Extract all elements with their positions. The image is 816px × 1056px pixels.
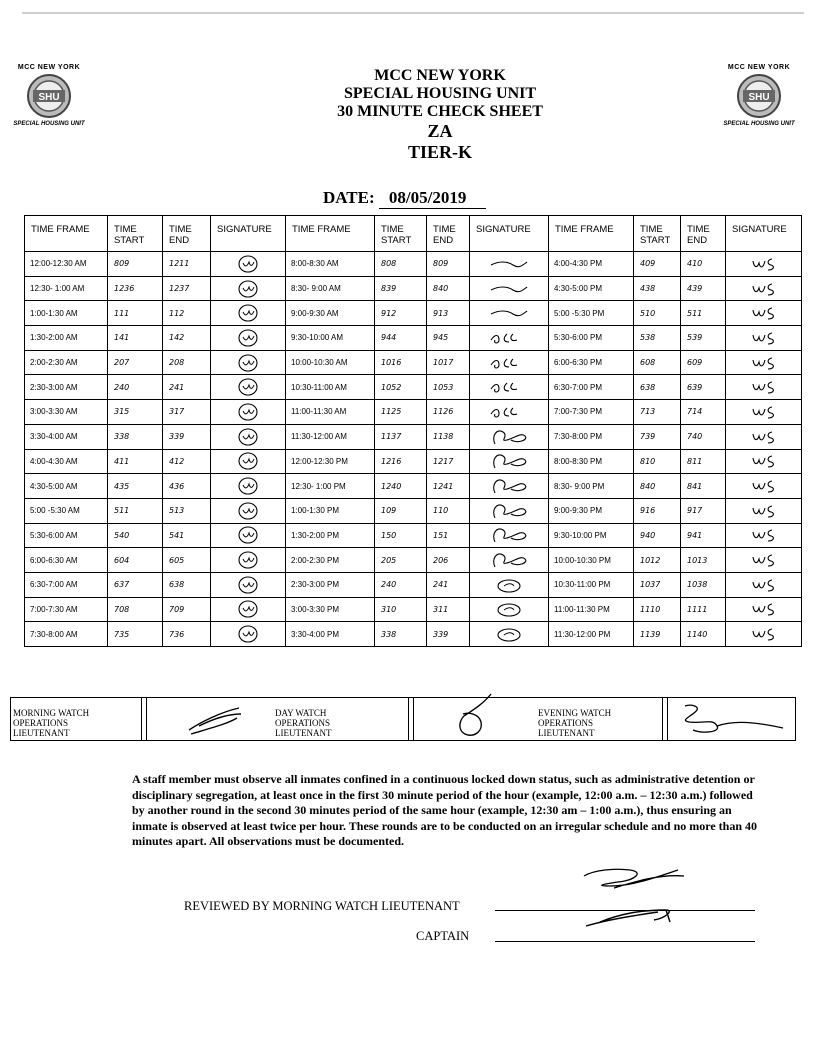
instructions-paragraph: A staff member must observe all inmates confined in a continuous locked down status, such as administrative detention or disciplinary segregation, at least once in the first 30 minute period of the hour (example, 12:00 a.m. – 12:30 a.m.) followed by another round in the second 30 minutes period of the same hour (example, 12:30 am – 1:00 a.m.), thus ensuring an inmate is observed at least twice per hour. These rounds are to be conducted on an irregular schedule and no more than 40 minutes apart. All observations must be documented. (132, 772, 758, 848)
am-time-frame: 4:30-5:00 AM (25, 474, 108, 499)
am-signature (211, 375, 286, 400)
am-time-frame: 5:30-6:00 AM (25, 523, 108, 548)
divider (408, 698, 414, 740)
pm-time-start: 739 (634, 424, 681, 449)
title-block (250, 67, 630, 163)
pm-signature (726, 424, 802, 449)
am-signature (211, 474, 286, 499)
table-row (25, 597, 802, 622)
table-header-row (25, 216, 802, 252)
day-signature (470, 424, 549, 449)
pm-time-frame: 5:00 -5:30 PM (549, 301, 634, 326)
am-time-end: 736 (163, 622, 211, 647)
day-lieutenant-signature (443, 690, 513, 740)
shu-badge-icon (736, 73, 782, 119)
day-signature (470, 523, 549, 548)
pm-signature (726, 301, 802, 326)
pm-time-start: 409 (634, 252, 681, 277)
day-time-end: 945 (427, 326, 470, 351)
day-signature (470, 622, 549, 647)
am-time-end: 1237 (163, 276, 211, 301)
pm-signature (726, 449, 802, 474)
pm-signature (726, 276, 802, 301)
table-row (25, 474, 802, 499)
day-time-end: 311 (427, 597, 470, 622)
day-time-frame: 12:00-12:30 PM (286, 449, 375, 474)
am-time-start: 207 (108, 350, 163, 375)
am-time-end: 412 (163, 449, 211, 474)
day-signature (470, 449, 549, 474)
divider (662, 698, 668, 740)
pm-time-end: 1140 (681, 622, 726, 647)
table-row (25, 252, 802, 277)
table-row (25, 276, 802, 301)
am-time-end: 241 (163, 375, 211, 400)
column-header: TIME FRAME (286, 216, 375, 252)
day-time-frame: 8:00-8:30 AM (286, 252, 375, 277)
column-header: TIME START (108, 216, 163, 252)
title-line-2: SPECIAL HOUSING UNIT (343, 85, 537, 102)
table-row (25, 449, 802, 474)
pm-time-end: 740 (681, 424, 726, 449)
day-time-end: 1241 (427, 474, 470, 499)
pm-signature (726, 597, 802, 622)
day-time-frame: 8:30- 9:00 AM (286, 276, 375, 301)
am-time-frame: 6:30-7:00 AM (25, 572, 108, 597)
day-signature (470, 276, 549, 301)
day-time-start: 1240 (375, 474, 427, 499)
pm-signature (726, 474, 802, 499)
pm-time-start: 510 (634, 301, 681, 326)
am-signature (211, 449, 286, 474)
pm-time-end: 941 (681, 523, 726, 548)
am-time-frame: 4:00-4:30 AM (25, 449, 108, 474)
column-header: TIME START (634, 216, 681, 252)
am-time-end: 605 (163, 548, 211, 573)
day-time-start: 1052 (375, 375, 427, 400)
am-time-start: 315 (108, 400, 163, 425)
seal-left-name: MCC NEW YORK (17, 64, 81, 71)
pm-time-frame: 10:00-10:30 PM (549, 548, 634, 573)
seal-right-name: MCC NEW YORK (727, 64, 791, 71)
day-time-end: 1217 (427, 449, 470, 474)
day-signature (470, 252, 549, 277)
pm-time-start: 840 (634, 474, 681, 499)
reviewed-by-label: REVIEWED BY MORNING WATCH LIEUTENANT (184, 899, 460, 913)
day-time-end: 809 (427, 252, 470, 277)
pm-time-frame: 8:30- 9:00 PM (549, 474, 634, 499)
am-time-end: 709 (163, 597, 211, 622)
table-row (25, 498, 802, 523)
am-signature (211, 301, 286, 326)
day-time-start: 912 (375, 301, 427, 326)
am-time-start: 511 (108, 498, 163, 523)
pm-time-end: 1013 (681, 548, 726, 573)
date-value: 08/05/2019 (379, 188, 486, 209)
day-time-start: 310 (375, 597, 427, 622)
shu-badge-icon (26, 73, 72, 119)
day-time-end: 1126 (427, 400, 470, 425)
pm-time-end: 609 (681, 350, 726, 375)
table-row (25, 572, 802, 597)
pm-time-frame: 6:30-7:00 PM (549, 375, 634, 400)
day-signature (470, 375, 549, 400)
day-time-start: 1216 (375, 449, 427, 474)
pm-time-start: 810 (634, 449, 681, 474)
pm-time-frame: 6:00-6:30 PM (549, 350, 634, 375)
pm-time-frame: 11:00-11:30 PM (549, 597, 634, 622)
pm-time-frame: 4:30-5:00 PM (549, 276, 634, 301)
am-time-start: 141 (108, 326, 163, 351)
am-time-frame: 7:30-8:00 AM (25, 622, 108, 647)
day-time-frame: 9:00-9:30 AM (286, 301, 375, 326)
am-time-end: 112 (163, 301, 211, 326)
evening-lieutenant-signature (673, 700, 793, 738)
pm-time-end: 841 (681, 474, 726, 499)
am-time-end: 208 (163, 350, 211, 375)
seal-right-unit: SPECIAL HOUSING UNIT (723, 121, 795, 127)
day-signature (470, 597, 549, 622)
am-time-start: 735 (108, 622, 163, 647)
lieutenant-signature-row (10, 697, 796, 741)
day-time-end: 1053 (427, 375, 470, 400)
am-time-end: 541 (163, 523, 211, 548)
am-time-frame: 3:30-4:00 AM (25, 424, 108, 449)
pm-time-start: 638 (634, 375, 681, 400)
pm-signature (726, 350, 802, 375)
day-signature (470, 498, 549, 523)
pm-time-frame: 4:00-4:30 PM (549, 252, 634, 277)
pm-time-frame: 8:00-8:30 PM (549, 449, 634, 474)
pm-time-end: 639 (681, 375, 726, 400)
column-header: TIME END (681, 216, 726, 252)
column-header: TIME FRAME (549, 216, 634, 252)
column-header: SIGNATURE (470, 216, 549, 252)
day-time-start: 205 (375, 548, 427, 573)
divider (141, 698, 147, 740)
pm-time-start: 1139 (634, 622, 681, 647)
pm-signature (726, 375, 802, 400)
table-row (25, 622, 802, 647)
day-time-end: 339 (427, 622, 470, 647)
am-time-start: 338 (108, 424, 163, 449)
day-signature (470, 474, 549, 499)
day-time-frame: 1:30-2:00 PM (286, 523, 375, 548)
day-time-end: 206 (427, 548, 470, 573)
seal-left-badge-text: SHU (38, 92, 60, 103)
am-signature (211, 597, 286, 622)
seal-left (4, 64, 94, 127)
pm-time-frame: 7:30-8:00 PM (549, 424, 634, 449)
day-signature (470, 350, 549, 375)
am-time-end: 638 (163, 572, 211, 597)
day-time-start: 1125 (375, 400, 427, 425)
am-time-start: 540 (108, 523, 163, 548)
am-time-end: 317 (163, 400, 211, 425)
pm-time-end: 439 (681, 276, 726, 301)
day-time-start: 150 (375, 523, 427, 548)
am-signature (211, 400, 286, 425)
day-time-frame: 11:00-11:30 AM (286, 400, 375, 425)
table-row (25, 400, 802, 425)
pm-time-frame: 9:30-10:00 PM (549, 523, 634, 548)
pm-signature (726, 252, 802, 277)
am-time-end: 436 (163, 474, 211, 499)
day-time-frame: 12:30- 1:00 PM (286, 474, 375, 499)
am-time-end: 142 (163, 326, 211, 351)
am-time-frame: 3:00-3:30 AM (25, 400, 108, 425)
day-time-frame: 3:00-3:30 PM (286, 597, 375, 622)
day-signature (470, 548, 549, 573)
pm-signature (726, 622, 802, 647)
day-time-end: 241 (427, 572, 470, 597)
pm-time-frame: 7:00-7:30 PM (549, 400, 634, 425)
pm-signature (726, 326, 802, 351)
pm-signature (726, 572, 802, 597)
table-row (25, 424, 802, 449)
pm-signature (726, 400, 802, 425)
am-time-start: 708 (108, 597, 163, 622)
pm-time-start: 1037 (634, 572, 681, 597)
pm-time-end: 917 (681, 498, 726, 523)
day-time-start: 1137 (375, 424, 427, 449)
day-time-frame: 10:00-10:30 AM (286, 350, 375, 375)
title-line-5: TIER-K (407, 142, 472, 162)
day-time-frame: 3:30-4:00 PM (286, 622, 375, 647)
column-header: TIME FRAME (25, 216, 108, 252)
day-time-frame: 9:30-10:00 AM (286, 326, 375, 351)
table-row (25, 350, 802, 375)
am-time-frame: 2:30-3:00 AM (25, 375, 108, 400)
am-signature (211, 572, 286, 597)
title-line-1: MCC NEW YORK (374, 67, 506, 84)
day-time-end: 151 (427, 523, 470, 548)
captain-signature-line (495, 941, 755, 942)
top-border (22, 12, 804, 14)
date-label: DATE: (323, 188, 375, 207)
table-row (25, 326, 802, 351)
morning-lieutenant-signature (181, 700, 271, 738)
pm-time-end: 714 (681, 400, 726, 425)
day-signature (470, 301, 549, 326)
am-time-frame: 12:30- 1:00 AM (25, 276, 108, 301)
pm-time-frame: 9:00-9:30 PM (549, 498, 634, 523)
day-signature (470, 572, 549, 597)
pm-time-start: 608 (634, 350, 681, 375)
pm-time-start: 538 (634, 326, 681, 351)
column-header: SIGNATURE (726, 216, 802, 252)
am-signature (211, 424, 286, 449)
day-signature (470, 400, 549, 425)
pm-time-end: 811 (681, 449, 726, 474)
am-signature (211, 498, 286, 523)
morning-lieutenant-label: MORNING WATCH OPERATIONS LIEUTENANT (13, 708, 90, 738)
pm-time-end: 539 (681, 326, 726, 351)
check-sheet-table (24, 215, 802, 647)
column-header: TIME START (375, 216, 427, 252)
title-line-3: 30 MINUTE CHECK SHEET (337, 103, 543, 120)
am-signature (211, 326, 286, 351)
day-time-end: 840 (427, 276, 470, 301)
pm-time-start: 438 (634, 276, 681, 301)
pm-time-start: 1012 (634, 548, 681, 573)
am-time-start: 240 (108, 375, 163, 400)
pm-time-start: 940 (634, 523, 681, 548)
day-time-start: 338 (375, 622, 427, 647)
table-row (25, 301, 802, 326)
reviewer-signature (574, 862, 694, 896)
table-row (25, 548, 802, 573)
day-time-frame: 11:30-12:00 AM (286, 424, 375, 449)
day-time-frame: 1:00-1:30 PM (286, 498, 375, 523)
column-header: TIME END (163, 216, 211, 252)
seal-right (714, 64, 804, 127)
am-time-frame: 5:00 -5:30 AM (25, 498, 108, 523)
table-body (25, 252, 802, 647)
am-time-frame: 12:00-12:30 AM (25, 252, 108, 277)
day-time-end: 913 (427, 301, 470, 326)
captain-signature (570, 904, 690, 934)
day-time-start: 1016 (375, 350, 427, 375)
pm-signature (726, 523, 802, 548)
am-signature (211, 252, 286, 277)
am-time-end: 339 (163, 424, 211, 449)
column-header: SIGNATURE (211, 216, 286, 252)
day-time-start: 944 (375, 326, 427, 351)
am-time-frame: 6:00-6:30 AM (25, 548, 108, 573)
pm-signature (726, 498, 802, 523)
captain-label: CAPTAIN (416, 929, 470, 943)
day-time-frame: 2:00-2:30 PM (286, 548, 375, 573)
am-signature (211, 523, 286, 548)
pm-signature (726, 548, 802, 573)
am-time-frame: 7:00-7:30 AM (25, 597, 108, 622)
day-time-end: 110 (427, 498, 470, 523)
am-time-frame: 2:00-2:30 AM (25, 350, 108, 375)
day-signature (470, 326, 549, 351)
table-row (25, 375, 802, 400)
table-row (25, 523, 802, 548)
am-signature (211, 622, 286, 647)
day-time-frame: 2:30-3:00 PM (286, 572, 375, 597)
pm-time-start: 1110 (634, 597, 681, 622)
day-time-start: 240 (375, 572, 427, 597)
am-time-end: 513 (163, 498, 211, 523)
am-time-start: 111 (108, 301, 163, 326)
am-time-start: 604 (108, 548, 163, 573)
title-line-4: ZA (427, 121, 453, 141)
am-time-frame: 1:00-1:30 AM (25, 301, 108, 326)
date-row (323, 188, 486, 209)
am-signature (211, 548, 286, 573)
pm-time-frame: 11:30-12:00 PM (549, 622, 634, 647)
pm-time-start: 916 (634, 498, 681, 523)
am-time-start: 637 (108, 572, 163, 597)
pm-time-frame: 5:30-6:00 PM (549, 326, 634, 351)
day-time-end: 1138 (427, 424, 470, 449)
day-time-start: 808 (375, 252, 427, 277)
am-signature (211, 276, 286, 301)
day-lieutenant-label: DAY WATCH OPERATIONS LIEUTENANT (275, 708, 332, 738)
pm-time-end: 410 (681, 252, 726, 277)
am-time-start: 411 (108, 449, 163, 474)
am-time-end: 1211 (163, 252, 211, 277)
seal-left-unit: SPECIAL HOUSING UNIT (13, 121, 85, 127)
pm-time-end: 511 (681, 301, 726, 326)
pm-time-end: 1038 (681, 572, 726, 597)
pm-time-frame: 10:30-11:00 PM (549, 572, 634, 597)
am-time-start: 809 (108, 252, 163, 277)
column-header: TIME END (427, 216, 470, 252)
am-time-start: 435 (108, 474, 163, 499)
am-time-frame: 1:30-2:00 AM (25, 326, 108, 351)
day-time-start: 109 (375, 498, 427, 523)
day-time-frame: 10:30-11:00 AM (286, 375, 375, 400)
pm-time-start: 713 (634, 400, 681, 425)
am-signature (211, 350, 286, 375)
day-time-start: 839 (375, 276, 427, 301)
seal-right-badge-text: SHU (748, 92, 770, 103)
am-time-start: 1236 (108, 276, 163, 301)
pm-time-end: 1111 (681, 597, 726, 622)
day-time-end: 1017 (427, 350, 470, 375)
evening-lieutenant-label: EVENING WATCH OPERATIONS LIEUTENANT (538, 708, 612, 738)
